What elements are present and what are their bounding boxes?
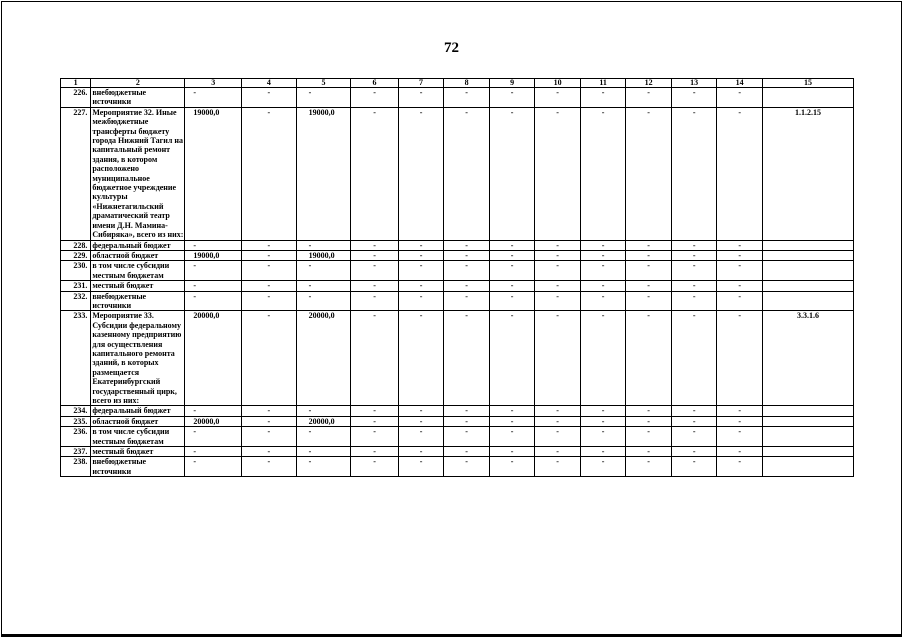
column-header: 11 [580, 79, 626, 88]
value-cell: - [626, 261, 672, 281]
value-cell: - [351, 281, 399, 291]
value-cell: - [535, 240, 581, 250]
value-cell: - [242, 416, 297, 426]
value-cell: - [185, 427, 242, 447]
value-cell: - [717, 457, 763, 477]
row-number: 228. [61, 240, 91, 250]
value-cell: - [296, 406, 351, 416]
value-cell: - [296, 447, 351, 457]
row-name: местный бюджет [91, 281, 185, 291]
row-number: 237. [61, 447, 91, 457]
value-cell: - [535, 447, 581, 457]
column-header: 14 [717, 79, 763, 88]
value-cell: - [489, 311, 535, 406]
row-number: 236. [61, 427, 91, 447]
value-cell: - [535, 311, 581, 406]
column-header: 2 [91, 79, 185, 88]
value-cell: - [351, 88, 399, 108]
value-cell: - [444, 416, 490, 426]
column-header: 7 [398, 79, 444, 88]
value-cell: - [671, 281, 717, 291]
value-cell: - [626, 88, 672, 108]
target-code [762, 281, 853, 291]
target-code [762, 427, 853, 447]
value-cell: - [242, 427, 297, 447]
value-cell: - [242, 250, 297, 260]
value-cell: - [185, 88, 242, 108]
table-row [61, 281, 854, 291]
value-cell: - [185, 281, 242, 291]
target-code [762, 250, 853, 260]
value-cell: - [580, 281, 626, 291]
value-cell: 20000,0 [296, 311, 351, 406]
target-code [762, 457, 853, 477]
value-cell: - [296, 457, 351, 477]
value-cell: - [671, 240, 717, 250]
value-cell: - [580, 88, 626, 108]
value-cell: - [580, 291, 626, 311]
value-cell: - [398, 311, 444, 406]
value-cell: - [185, 240, 242, 250]
value-cell: - [626, 416, 672, 426]
value-cell: - [296, 427, 351, 447]
value-cell: - [535, 88, 581, 108]
row-name: федеральный бюджет [91, 240, 185, 250]
value-cell: - [398, 261, 444, 281]
target-code [762, 88, 853, 108]
value-cell: - [489, 427, 535, 447]
value-cell: - [535, 457, 581, 477]
value-cell: - [398, 447, 444, 457]
value-cell: - [671, 427, 717, 447]
value-cell: - [489, 250, 535, 260]
row-number: 231. [61, 281, 91, 291]
value-cell: 20000,0 [185, 311, 242, 406]
value-cell: - [444, 427, 490, 447]
value-cell: - [444, 447, 490, 457]
row-name: внебюджетные источники [91, 291, 185, 311]
target-code: 1.1.2.15 [762, 107, 853, 240]
table-row [61, 88, 854, 108]
row-number: 232. [61, 291, 91, 311]
row-name: Мероприятие 33. Субсидии федеральному казенному предприятию для осуществления капитального ремонта зданий, в которых размещается Екатеринбургский государственный цирк, всего из них: [91, 311, 185, 406]
value-cell: - [580, 107, 626, 240]
column-header: 3 [185, 79, 242, 88]
row-number: 233. [61, 311, 91, 406]
table-row [61, 261, 854, 281]
budget-table [60, 78, 854, 477]
value-cell: - [671, 250, 717, 260]
row-number: 230. [61, 261, 91, 281]
value-cell: - [626, 406, 672, 416]
value-cell: - [444, 406, 490, 416]
value-cell: - [351, 107, 399, 240]
value-cell: - [398, 107, 444, 240]
value-cell: - [717, 406, 763, 416]
value-cell: - [398, 240, 444, 250]
value-cell: - [535, 250, 581, 260]
value-cell: - [296, 291, 351, 311]
table-row [61, 447, 854, 457]
value-cell: - [535, 107, 581, 240]
table-row [61, 291, 854, 311]
value-cell: - [671, 107, 717, 240]
row-number: 235. [61, 416, 91, 426]
value-cell: - [296, 88, 351, 108]
column-header: 5 [296, 79, 351, 88]
value-cell: - [535, 261, 581, 281]
table-row [61, 457, 854, 477]
value-cell: - [717, 261, 763, 281]
value-cell: - [185, 291, 242, 311]
value-cell: - [626, 457, 672, 477]
value-cell: - [398, 250, 444, 260]
value-cell: - [351, 291, 399, 311]
document-page [1, 1, 902, 637]
value-cell: - [671, 261, 717, 281]
value-cell: - [717, 107, 763, 240]
table-row [61, 416, 854, 426]
value-cell: - [580, 427, 626, 447]
value-cell: - [398, 457, 444, 477]
value-cell: - [717, 240, 763, 250]
value-cell: - [671, 447, 717, 457]
value-cell: - [671, 416, 717, 426]
value-cell: - [626, 427, 672, 447]
value-cell: - [185, 447, 242, 457]
value-cell: - [351, 261, 399, 281]
value-cell: - [489, 107, 535, 240]
value-cell: - [351, 250, 399, 260]
table-row [61, 107, 854, 240]
row-name: Мероприятие 32. Иные межбюджетные трансферты бюджету города Нижний Тагил на капитальный ремонт здания, в котором расположено муниципальное бюджетное учреждение культуры «Нижнетагильский драматический театр имени Д.Н. Мамина-Сибиряка», всего из них: [92, 107, 184, 240]
value-cell: - [185, 457, 242, 477]
value-cell: - [242, 261, 297, 281]
value-cell: - [242, 447, 297, 457]
row-name: федеральный бюджет [91, 406, 185, 416]
value-cell: - [398, 291, 444, 311]
value-cell: - [296, 261, 351, 281]
value-cell: - [580, 416, 626, 426]
value-cell: - [351, 416, 399, 426]
column-header: 4 [242, 79, 297, 88]
value-cell: - [535, 406, 581, 416]
value-cell: - [185, 261, 242, 281]
value-cell: - [489, 281, 535, 291]
column-header: 15 [762, 79, 853, 88]
row-number: 238. [61, 457, 91, 477]
value-cell: - [398, 416, 444, 426]
value-cell: - [398, 281, 444, 291]
value-cell: - [671, 457, 717, 477]
value-cell: - [580, 406, 626, 416]
value-cell: - [489, 240, 535, 250]
value-cell: - [717, 281, 763, 291]
value-cell: - [242, 291, 297, 311]
value-cell: - [444, 250, 490, 260]
target-code [762, 261, 853, 281]
value-cell: - [398, 427, 444, 447]
value-cell: - [626, 240, 672, 250]
row-name: областной бюджет [91, 416, 185, 426]
value-cell: 20000,0 [296, 416, 351, 426]
value-cell: - [717, 291, 763, 311]
value-cell: - [580, 457, 626, 477]
value-cell: - [489, 406, 535, 416]
value-cell: - [580, 311, 626, 406]
column-header: 9 [489, 79, 535, 88]
value-cell: - [489, 416, 535, 426]
row-name: в том числе субсидии местным бюджетам [91, 427, 185, 447]
page-number: 72 [444, 40, 459, 56]
value-cell: - [580, 447, 626, 457]
value-cell: - [242, 457, 297, 477]
value-cell: - [717, 416, 763, 426]
value-cell: - [626, 447, 672, 457]
value-cell: - [535, 281, 581, 291]
column-header: 10 [535, 79, 581, 88]
row-name: внебюджетные источники [91, 88, 185, 108]
value-cell: - [444, 88, 490, 108]
value-cell: 19000,0 [296, 107, 351, 240]
value-cell: - [444, 261, 490, 281]
table-row [61, 427, 854, 447]
value-cell: - [351, 240, 399, 250]
value-cell: - [242, 107, 297, 240]
value-cell: - [489, 291, 535, 311]
value-cell: - [242, 240, 297, 250]
value-cell: - [398, 406, 444, 416]
value-cell: - [185, 406, 242, 416]
value-cell: - [296, 281, 351, 291]
value-cell: - [626, 281, 672, 291]
value-cell: - [351, 457, 399, 477]
value-cell: - [717, 447, 763, 457]
value-cell: - [444, 457, 490, 477]
value-cell: - [489, 88, 535, 108]
row-name: в том числе субсидии местным бюджетам [91, 261, 185, 281]
column-header: 6 [351, 79, 399, 88]
row-number: 229. [61, 250, 91, 260]
target-code: 3.3.1.6 [762, 311, 853, 406]
value-cell: - [626, 311, 672, 406]
value-cell: - [242, 311, 297, 406]
column-header: 1 [61, 79, 91, 88]
value-cell: - [351, 447, 399, 457]
value-cell: - [717, 311, 763, 406]
value-cell: - [671, 311, 717, 406]
value-cell: 20000,0 [185, 416, 242, 426]
value-cell: - [535, 427, 581, 447]
row-name: внебюджетные источники [91, 457, 185, 477]
column-header: 8 [444, 79, 490, 88]
value-cell: - [351, 406, 399, 416]
value-cell: - [671, 88, 717, 108]
value-cell: - [489, 457, 535, 477]
target-code [762, 406, 853, 416]
value-cell: 19000,0 [185, 107, 242, 240]
value-cell: - [489, 447, 535, 457]
row-number: 227. [61, 107, 91, 240]
value-cell: - [580, 250, 626, 260]
target-code [762, 240, 853, 250]
table-row [61, 406, 854, 416]
value-cell: - [296, 240, 351, 250]
target-code [762, 291, 853, 311]
value-cell: - [444, 107, 490, 240]
table-row [61, 311, 854, 406]
value-cell: - [580, 261, 626, 281]
table-header-row [61, 79, 854, 88]
value-cell: - [444, 281, 490, 291]
row-name: местный бюджет [91, 447, 185, 457]
target-code [762, 416, 853, 426]
table-row [61, 240, 854, 250]
value-cell: - [535, 416, 581, 426]
value-cell: - [351, 311, 399, 406]
value-cell: 19000,0 [185, 250, 242, 260]
value-cell: 19000,0 [296, 250, 351, 260]
table-row [61, 250, 854, 260]
value-cell: - [717, 88, 763, 108]
value-cell: - [626, 107, 672, 240]
value-cell: - [444, 240, 490, 250]
value-cell: - [242, 281, 297, 291]
value-cell: - [444, 291, 490, 311]
value-cell: - [717, 427, 763, 447]
value-cell: - [671, 291, 717, 311]
value-cell: - [671, 406, 717, 416]
value-cell: - [489, 261, 535, 281]
value-cell: - [535, 291, 581, 311]
value-cell: - [351, 427, 399, 447]
value-cell: - [242, 406, 297, 416]
value-cell: - [626, 250, 672, 260]
row-number: 226. [61, 88, 91, 108]
column-header: 13 [671, 79, 717, 88]
column-header: 12 [626, 79, 672, 88]
value-cell: - [717, 250, 763, 260]
value-cell: - [626, 291, 672, 311]
value-cell: - [580, 240, 626, 250]
target-code [762, 447, 853, 457]
row-number: 234. [61, 406, 91, 416]
value-cell: - [242, 88, 297, 108]
value-cell: - [398, 88, 444, 108]
row-name: областной бюджет [91, 250, 185, 260]
value-cell: - [444, 311, 490, 406]
